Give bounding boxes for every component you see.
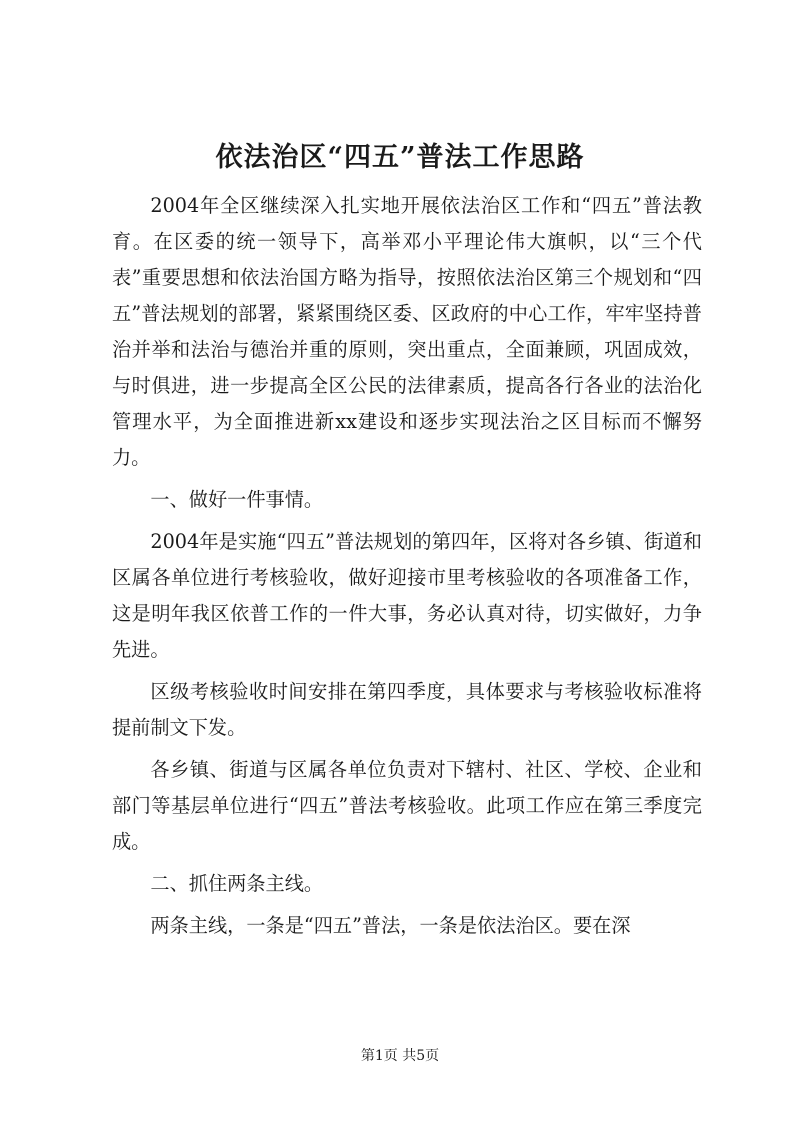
paragraph: 2004年是实施“四五”普法规划的第四年，区将对各乡镇、街道和区属各单位进行考核验收，做好迎接市里考核验收的各项准备工作，这是明年我区依普工作的一件大事，务必认真对待，切实做好，力争先进。 <box>112 530 702 661</box>
paragraph: 各乡镇、街道与区属各单位负责对下辖村、社区、学校、企业和部门等基层单位进行“四五”普法考核验收。此项工作应在第三季度完成。 <box>112 758 702 853</box>
section-heading: 一、做好一件事情。 <box>150 488 324 511</box>
paragraph: 区级考核验收时间安排在第四季度，具体要求与考核验收标准将提前制文下发。 <box>112 680 702 739</box>
paragraph: 2004年全区继续深入扎实地开展依法治区工作和“四五”普法教育。在区委的统一领导下，高举邓小平理论伟大旗帜，以“三个代表”重要思想和依法治国方略为指导，按照依法治区第三个规划和“四五”普法规划的部署，紧紧围绕区委、区政府的中心工作，牢牢坚持普治并举和法治与德治并重的原则，突出重点，全面兼顾，巩固成效，与时俱进，进一步提高全区公民的法律素质，提高各行各业的法治化管理水平，为全面推进新xx建设和逐步实现法治之区目标而不懈努力。 <box>112 194 702 469</box>
document-title: 依法治区“四五”普法工作思路 <box>215 142 585 173</box>
document-body <box>112 188 702 950</box>
paragraph: 两条主线，一条是“四五”普法，一条是依法治区。要在深 <box>150 914 631 937</box>
page-number-footer: 第1页 共5页 <box>360 1048 440 1064</box>
section-heading: 二、抓住两条主线。 <box>150 872 324 895</box>
